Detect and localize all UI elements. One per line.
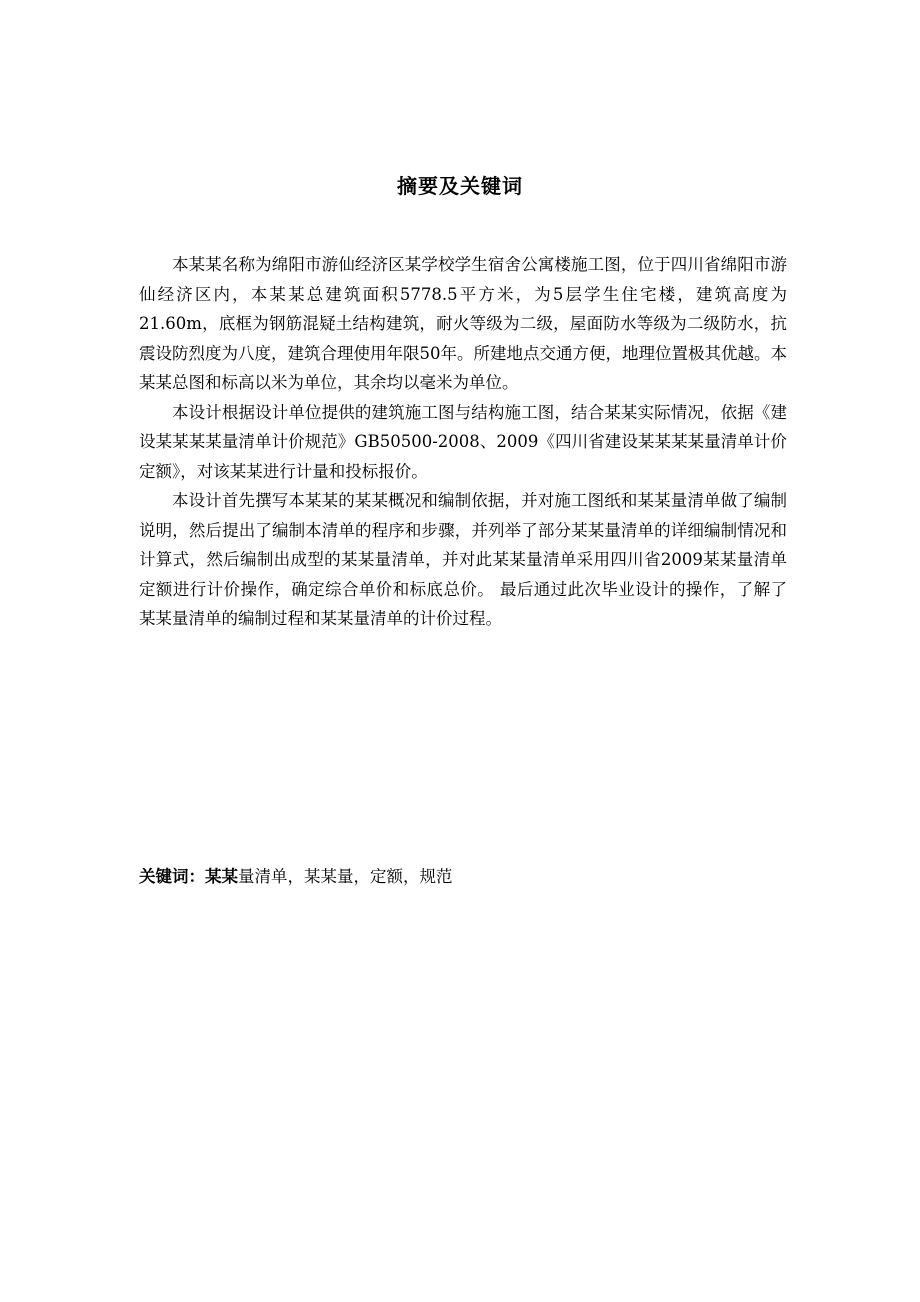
- abstract-paragraph-3: 本设计首先撰写本某某的某某概况和编制依据，并对施工图纸和某某量清单做了编制说明，然后提出了编制本清单的程序和步骤，并列举了部分某某量清单的详细编制情况和计算式，然后编制出成型的某某量清单，并对此某某量清单采用四川省2009某某量清单定额进行计价操作，确定综合单价和标底总价。 最后通过此次毕业设计的操作，了解了某某量清单的编制过程和某某量清单的计价过程。: [139, 491, 787, 628]
- keywords-line: [139, 864, 787, 890]
- keywords-text: 量清单，某某量，定额，规范: [238, 867, 453, 886]
- abstract-paragraph-1: 本某某名称为绵阳市游仙经济区某学校学生宿舍公寓楼施工图，位于四川省绵阳市游仙经济区内，本某某总建筑面积5778.5平方米，为5层学生住宅楼，建筑高度为21.60m，底框为钢筋混疑土结构建筑，耐火等级为二级，屋面防水等级为二级防水，抗震设防烈度为八度，建筑合理使用年限50年。所建地点交通方便，地理位置极其优越。本某某总图和标高以米为单位，其余均以毫米为单位。: [139, 255, 787, 392]
- abstract-paragraph-2: 本设计根据设计单位提供的建筑施工图与结构施工图，结合某某实际情况，依据《建设某某某某量清单计价规范》GB50500-2008、2009《四川省建设某某某某量清单计价定额》，对该某某进行计量和投标报价。: [139, 402, 787, 481]
- page-title: 摘要及关键词: [397, 174, 523, 198]
- abstract-body: [139, 250, 787, 634]
- keywords-label: 关键词：某某: [139, 867, 238, 886]
